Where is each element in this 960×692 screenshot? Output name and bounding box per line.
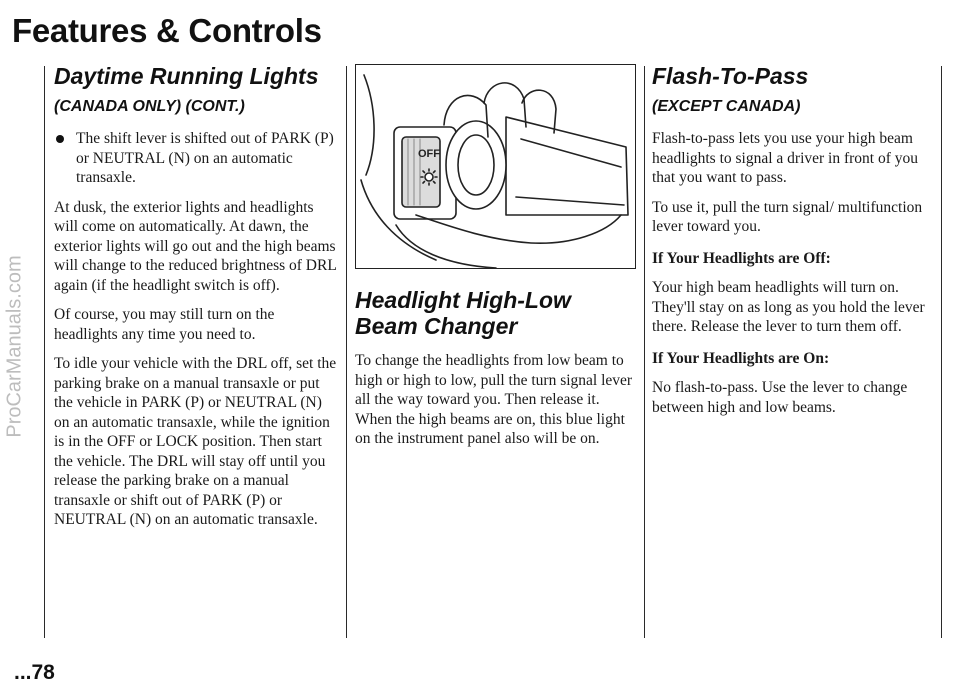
section-heading-drl: Daytime Running Lights xyxy=(54,63,319,89)
column-divider-right xyxy=(941,66,942,638)
watermark-text: ProCarManuals.com xyxy=(3,254,26,438)
bullet-text: The shift lever is shifted out of PARK (P) or NEUTRAL (N) on an automatic transaxle. xyxy=(76,130,334,186)
column-flash-to-pass xyxy=(652,63,936,427)
section-subheading-flash-to-pass: (EXCEPT CANADA) xyxy=(652,98,801,115)
bullet-item xyxy=(54,129,339,188)
subheading-headlights-on: If Your Headlights are On: xyxy=(652,349,830,367)
paragraph-of-course: Of course, you may still turn on the headlights any time you need to. xyxy=(54,306,275,343)
paragraph-flash-use: To use it, pull the turn signal/ multifunction lever toward you. xyxy=(652,198,923,235)
paragraph-idle: To idle your vehicle with the DRL off, set the parking brake on a manual transaxle or put the vehicle in PARK (P) or NEUTRAL (N) on an automatic transaxle, while the ignition is in the OFF or LOCK position. Then start the vehicle. The DRL will stay off until you release the parking brake on a manual transaxle or shift out of PARK (P) or NEUTRAL (N) on an automatic transaxle. xyxy=(54,355,337,528)
switch-off-label: OFF xyxy=(418,148,440,160)
bullet-icon xyxy=(56,135,64,143)
column-high-low-beam xyxy=(355,287,637,459)
lever-illustration xyxy=(356,65,636,269)
sun-icon xyxy=(425,173,433,181)
paragraph-headlights-on: No flash-to-pass. Use the lever to change between high and low beams. xyxy=(652,379,908,416)
paragraph-flash-intro: Flash-to-pass lets you use your high beam headlights to signal a driver in front of you that you want to pass. xyxy=(652,130,919,186)
turn-signal-lever-figure xyxy=(355,64,636,269)
page-number: ...78 xyxy=(14,661,55,684)
paragraph-high-low-beam: To change the headlights from low beam to high or high to low, pull the turn signal lever all the way toward you. Then release it. When the high beams are on, this blue light on the instrument panel also will be on. xyxy=(355,352,633,447)
steering-column xyxy=(364,75,374,175)
section-heading-high-low-beam: Headlight High-Low Beam Changer xyxy=(355,287,571,339)
paragraph-headlights-off: Your high beam headlights will turn on. They'll stay on as long as you hold the lever there. Release the lever to turn them off. xyxy=(652,279,925,335)
section-subheading-drl: (CANADA ONLY) (CONT.) xyxy=(54,98,245,115)
column-divider-center-left xyxy=(346,66,347,638)
column-daytime-running-lights xyxy=(54,63,339,540)
subheading-headlights-off: If Your Headlights are Off: xyxy=(652,249,831,267)
paragraph-dusk: At dusk, the exterior lights and headlights will come on automatically. At dawn, the exterior lights will go out and the high beams will change to the reduced brightness of DRL again (if the headlight switch is off). xyxy=(54,198,337,294)
page-title: Features & Controls xyxy=(12,12,322,49)
watermark xyxy=(0,0,30,692)
column-divider-left xyxy=(44,66,45,638)
column-divider-center-right xyxy=(644,66,645,638)
section-heading-flash-to-pass: Flash-To-Pass xyxy=(652,63,809,89)
